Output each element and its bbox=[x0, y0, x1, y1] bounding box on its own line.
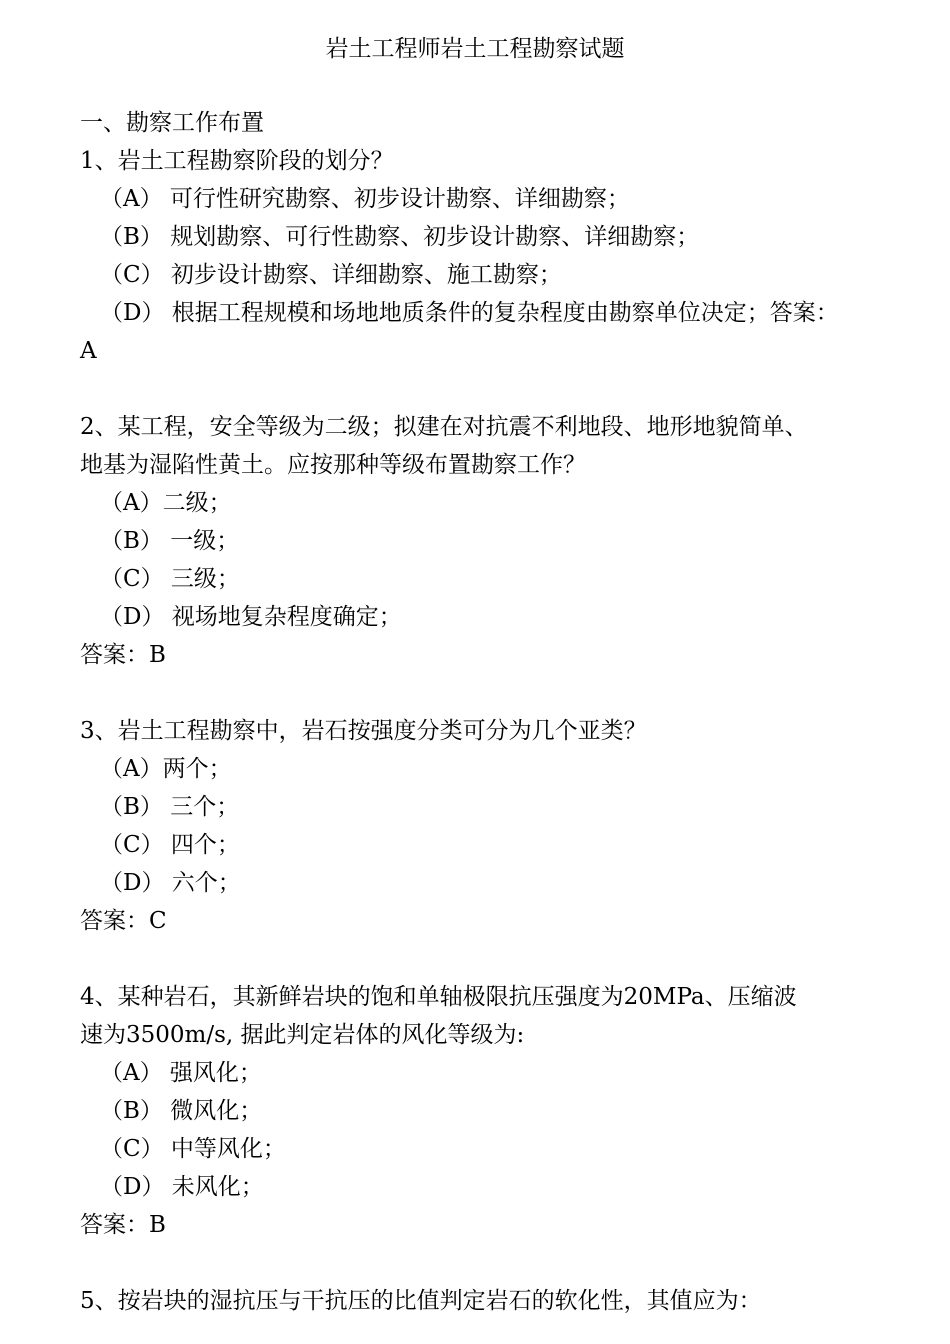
question-3-option-c: （C） 四个； bbox=[100, 832, 240, 858]
question-3 bbox=[80, 712, 880, 940]
section-heading: 一、勘察工作布置 bbox=[80, 110, 264, 136]
document-body bbox=[80, 104, 880, 1320]
spacer bbox=[80, 940, 880, 978]
question-3-option-d: （D） 六个； bbox=[100, 870, 241, 896]
question-3-stem: 3、岩土工程勘察中，岩石按强度分类可分为几个亚类？ bbox=[80, 718, 647, 744]
question-4-option-d: （D） 未风化； bbox=[100, 1174, 264, 1200]
question-4 bbox=[80, 978, 880, 1244]
question-4-option-c: （C） 中等风化； bbox=[100, 1136, 286, 1162]
question-5-stem: 5、按岩块的湿抗压与干抗压的比值判定岩石的软化性，其值应为： bbox=[80, 1288, 762, 1314]
question-3-option-b: （B） 三个； bbox=[100, 794, 240, 820]
question-2-option-d: （D） 视场地复杂程度确定； bbox=[100, 604, 402, 630]
question-2-stem-line-2: 地基为湿陷性黄土。应按那种等级布置勘察工作？ bbox=[80, 452, 586, 478]
question-2-option-b: （B） 一级； bbox=[100, 528, 240, 554]
question-4-answer: 答案：B bbox=[80, 1212, 166, 1238]
question-3-answer: 答案：C bbox=[80, 908, 167, 934]
question-1-option-b: （B） 规划勘察、可行性勘察、初步设计勘察、详细勘察； bbox=[100, 224, 700, 250]
question-2-stem-line-1: 2、某工程，安全等级为二级；拟建在对抗震不利地段、地形地貌简单、 bbox=[80, 414, 808, 440]
spacer bbox=[80, 1244, 880, 1282]
question-2-option-c: （C） 三级； bbox=[100, 566, 240, 592]
question-2 bbox=[80, 408, 880, 674]
question-1 bbox=[80, 142, 880, 370]
question-1-answer: A bbox=[80, 338, 97, 364]
spacer bbox=[80, 370, 880, 408]
question-1-option-c: （C） 初步设计勘察、详细勘察、施工勘察； bbox=[100, 262, 562, 288]
question-5 bbox=[80, 1282, 880, 1320]
question-1-stem: 1、岩土工程勘察阶段的划分？ bbox=[80, 148, 394, 174]
question-4-stem-line-2: 速为3500m/s, 据此判定岩体的风化等级为: bbox=[80, 1022, 525, 1048]
question-2-option-a: （A）二级； bbox=[100, 490, 232, 516]
question-3-option-a: （A）两个； bbox=[100, 756, 232, 782]
question-2-answer: 答案：B bbox=[80, 642, 166, 668]
document-title: 岩土工程师岩土工程勘察试题 bbox=[325, 36, 625, 62]
question-1-option-a: （A） 可行性研究勘察、初步设计勘察、详细勘察； bbox=[100, 186, 630, 212]
question-1-option-d: （D） 根据工程规模和场地地质条件的复杂程度由勘察单位决定；答案： bbox=[100, 300, 839, 326]
question-4-option-a: （A） 强风化； bbox=[100, 1060, 262, 1086]
question-4-stem-line-1: 4、某种岩石，其新鲜岩块的饱和单轴极限抗压强度为20MPa、压缩波 bbox=[80, 984, 797, 1010]
question-4-option-b: （B） 微风化； bbox=[100, 1098, 263, 1124]
spacer bbox=[80, 674, 880, 712]
